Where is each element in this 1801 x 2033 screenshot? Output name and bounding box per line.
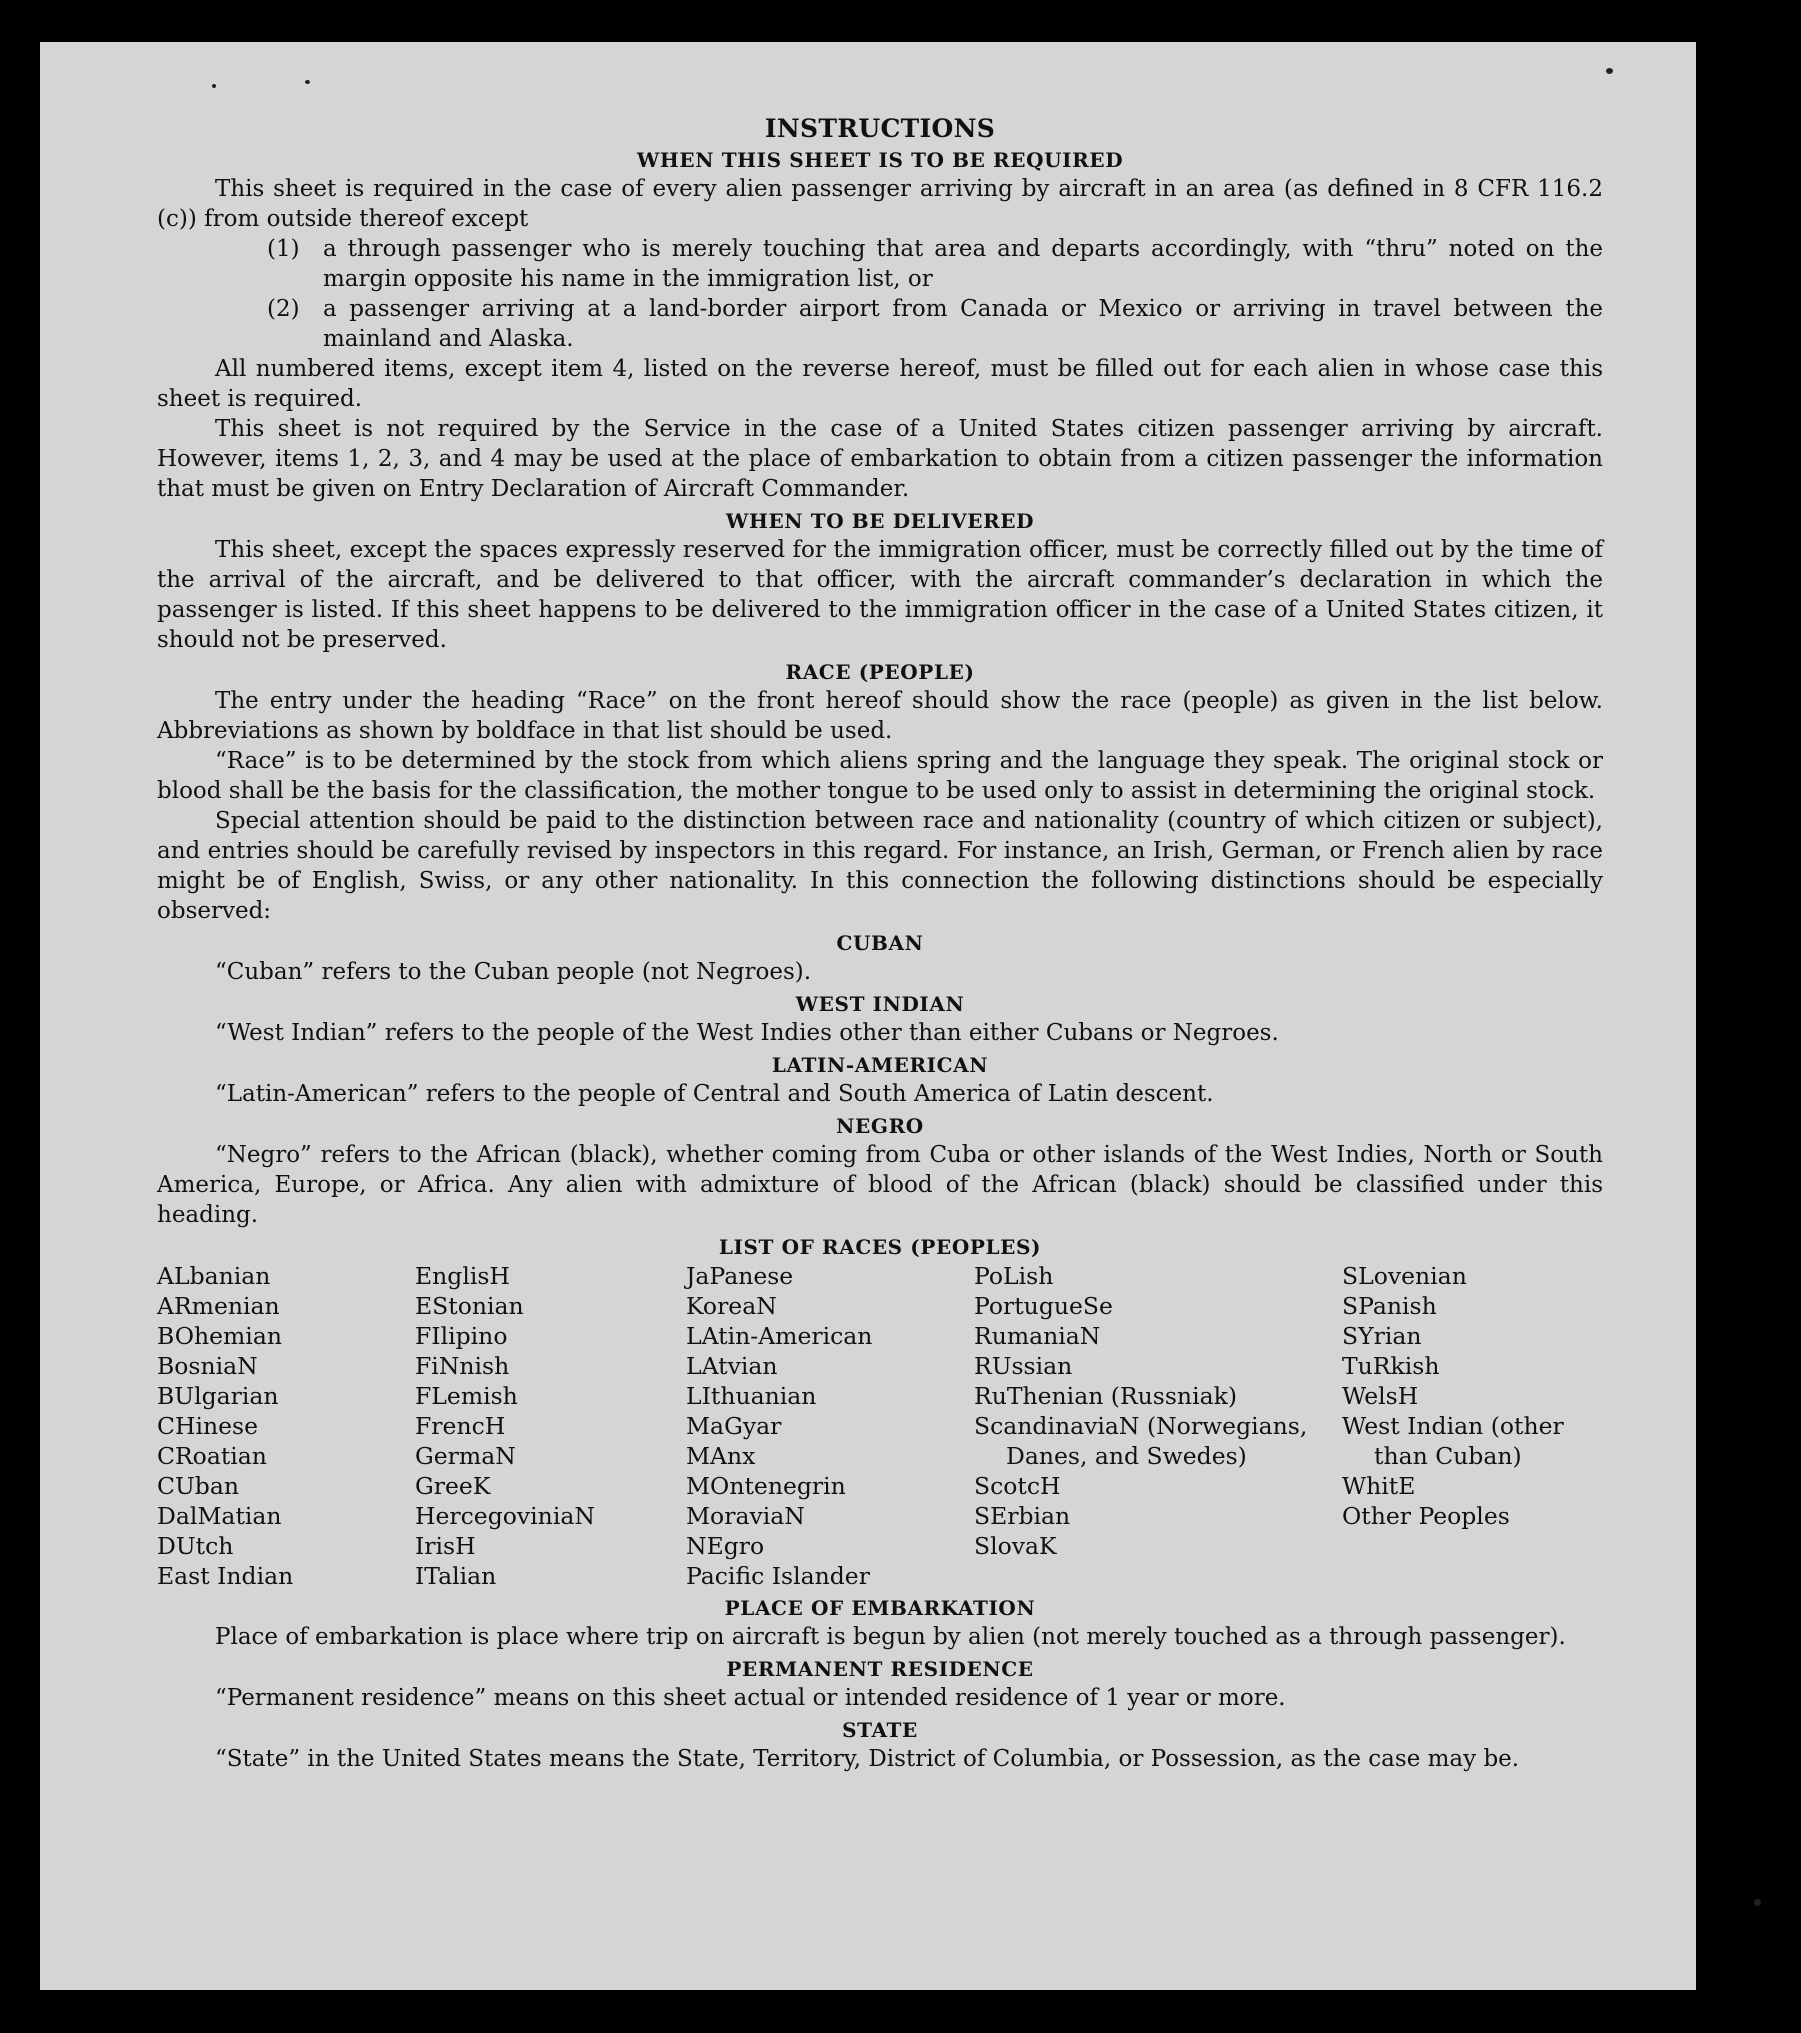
speck	[305, 80, 310, 84]
speck	[212, 84, 216, 88]
race-entry: SLovenian	[1342, 1262, 1467, 1290]
race-entry: PoLish	[974, 1262, 1054, 1290]
paragraph: This sheet is not required by the Service in the case of a United States citizen passenger arriving by aircraft. However, items 1, 2, 3, and 4 may be used at the place of embarkation to obtain from a citizen passenger the information that must be given on Entry Declaration of Aircraft Commander.	[157, 416, 1603, 502]
race-entry: FrencH	[415, 1412, 506, 1440]
race-entry: MoraviaN	[686, 1502, 805, 1530]
race-entry: MAnx	[686, 1442, 756, 1470]
race-entry: SErbian	[974, 1502, 1071, 1530]
race-entry: IrisH	[415, 1532, 476, 1560]
race-entry: SPanish	[1342, 1292, 1437, 1320]
race-entry: East Indian	[157, 1562, 294, 1590]
race-entry: GermaN	[415, 1442, 516, 1470]
section-heading-when-delivered: WHEN TO BE DELIVERED	[725, 509, 1035, 533]
race-entry: West Indian (other than Cuban)	[1342, 1412, 1564, 1470]
section-heading-when-required: WHEN THIS SHEET IS TO BE REQUIRED	[636, 148, 1124, 172]
paragraph: Special attention should be paid to the distinction between race and nationality (country of which citizen or subject), and entries should be carefully revised by inspectors in this regard. For instance, an Irish, German, or French alien by race might be of English, Swiss, or any other nationality. In this connection the following distinctions should be especially observed:	[157, 808, 1603, 924]
race-entry: BosniaN	[157, 1352, 258, 1380]
race-entry: LAtin-American	[686, 1322, 873, 1350]
race-entry: RUssian	[974, 1352, 1073, 1380]
race-entry: LIthuanian	[686, 1382, 817, 1410]
race-entry: Other Peoples	[1342, 1502, 1510, 1530]
paragraph: This sheet is required in the case of every alien passenger arriving by aircraft in an area (as defined in 8 CFR 116.2 (c)) from outside thereof except	[157, 176, 1603, 232]
paragraph: “Permanent residence” means on this sheet actual or intended residence of 1 year or more.	[215, 1685, 1286, 1711]
race-entry: ARmenian	[157, 1292, 280, 1320]
section-heading-state: STATE	[842, 1718, 918, 1742]
paragraph: This sheet, except the spaces expressly reserved for the immigration officer, must be correctly filled out by the time of the arrival of the aircraft, and be delivered to that officer, with the aircraft commander’s declaration in which the passenger is listed. If this sheet happens to be delivered to the immigration officer in the case of a United States citizen, it should not be preserved.	[157, 537, 1603, 653]
race-entry: GreeK	[415, 1472, 491, 1500]
race-entry: NEgro	[686, 1532, 765, 1560]
races-column	[686, 1261, 974, 1591]
race-entry: DUtch	[157, 1532, 234, 1560]
race-entry: PortugueSe	[974, 1292, 1113, 1320]
race-entry: ALbanian	[157, 1262, 271, 1290]
races-list	[157, 1261, 1603, 1591]
race-entry: SYrian	[1342, 1322, 1422, 1350]
paragraph: All numbered items, except item 4, listed on the reverse hereof, must be filled out for each alien in whose case this sheet is required.	[157, 356, 1603, 412]
section-heading-negro: NEGRO	[836, 1114, 924, 1138]
race-entry: ITalian	[415, 1562, 497, 1590]
page-title: INSTRUCTIONS	[764, 114, 996, 143]
item-number: (1)	[267, 236, 300, 262]
section-heading-permanent-residence: PERMANENT RESIDENCE	[726, 1657, 1034, 1681]
section-heading-embarkation: PLACE OF EMBARKATION	[724, 1596, 1036, 1620]
list-item	[267, 234, 1603, 294]
section-heading-west-indian: WEST INDIAN	[795, 992, 965, 1016]
race-entry: KoreaN	[686, 1292, 777, 1320]
speck	[1754, 1899, 1761, 1906]
race-entry: EnglisH	[415, 1262, 510, 1290]
race-entry: SlovaK	[974, 1532, 1057, 1560]
item-text: a through passenger who is merely touching that area and departs accordingly, with “thru” noted on the margin opposite his name in the immigration list, or	[323, 236, 1603, 292]
races-column	[974, 1261, 1342, 1591]
race-entry: RumaniaN	[974, 1322, 1101, 1350]
race-entry: CUban	[157, 1472, 239, 1500]
section-heading-race: RACE (PEOPLE)	[785, 660, 975, 684]
race-entry: RuThenian (Russniak)	[974, 1382, 1237, 1410]
document-page	[40, 42, 1696, 1990]
race-entry: BOhemian	[157, 1322, 282, 1350]
race-entry: EStonian	[415, 1292, 524, 1320]
paragraph: “Race” is to be determined by the stock from which aliens spring and the language they speak. The original stock or blood shall be the basis for the classification, the mother tongue to be used only to assist in determining the original stock.	[157, 748, 1603, 804]
item-number: (2)	[267, 296, 300, 322]
paragraph: Place of embarkation is place where trip on aircraft is begun by alien (not merely touched as a through passenger).	[215, 1624, 1566, 1650]
race-entry: TuRkish	[1342, 1352, 1440, 1380]
races-column	[415, 1261, 686, 1591]
paragraph: “State” in the United States means the State, Territory, District of Columbia, or Possession, as the case may be.	[215, 1746, 1520, 1772]
race-entry: JaPanese	[686, 1262, 794, 1290]
race-entry: Pacific Islander	[686, 1562, 870, 1590]
list-item	[267, 294, 1603, 354]
paragraph: The entry under the heading “Race” on the front hereof should show the race (people) as given in the list below. Abbreviations as shown by boldface in that list should be used.	[157, 688, 1603, 744]
paragraph: “Negro” refers to the African (black), whether coming from Cuba or other islands of the West Indies, North or South America, Europe, or Africa. Any alien with admixture of blood of the African (black) should be classified under this heading.	[157, 1142, 1603, 1228]
race-entry: WelsH	[1342, 1382, 1419, 1410]
section-heading-latin-american: LATIN-AMERICAN	[771, 1053, 989, 1077]
race-entry: FLemish	[415, 1382, 518, 1410]
race-entry: HercegoviniaN	[415, 1502, 595, 1530]
race-entry: ScandinaviaN (Norwegians, Danes, and Swedes)	[974, 1412, 1308, 1470]
race-entry: BUlgarian	[157, 1382, 279, 1410]
race-entry: MOntenegrin	[686, 1472, 846, 1500]
race-entry: FIlipino	[415, 1322, 508, 1350]
races-column	[157, 1261, 415, 1591]
races-column	[1342, 1261, 1602, 1591]
race-entry: LAtvian	[686, 1352, 778, 1380]
paragraph: “West Indian” refers to the people of the West Indies other than either Cubans or Negroes.	[215, 1020, 1279, 1046]
race-entry: MaGyar	[686, 1412, 782, 1440]
race-entry: CHinese	[157, 1412, 258, 1440]
item-text: a passenger arriving at a land-border airport from Canada or Mexico or arriving in travel between the mainland and Alaska.	[323, 296, 1603, 352]
paragraph: “Latin-American” refers to the people of Central and South America of Latin descent.	[215, 1081, 1214, 1107]
race-entry: FiNnish	[415, 1352, 510, 1380]
section-heading-list-of-races: LIST OF RACES (PEOPLES)	[718, 1235, 1042, 1259]
race-entry: WhitE	[1342, 1472, 1416, 1500]
section-heading-cuban: CUBAN	[836, 931, 924, 955]
paragraph: “Cuban” refers to the Cuban people (not Negroes).	[215, 959, 812, 985]
race-entry: ScotcH	[974, 1472, 1061, 1500]
speck	[1606, 68, 1613, 74]
race-entry: DalMatian	[157, 1502, 282, 1530]
race-entry: CRoatian	[157, 1442, 267, 1470]
